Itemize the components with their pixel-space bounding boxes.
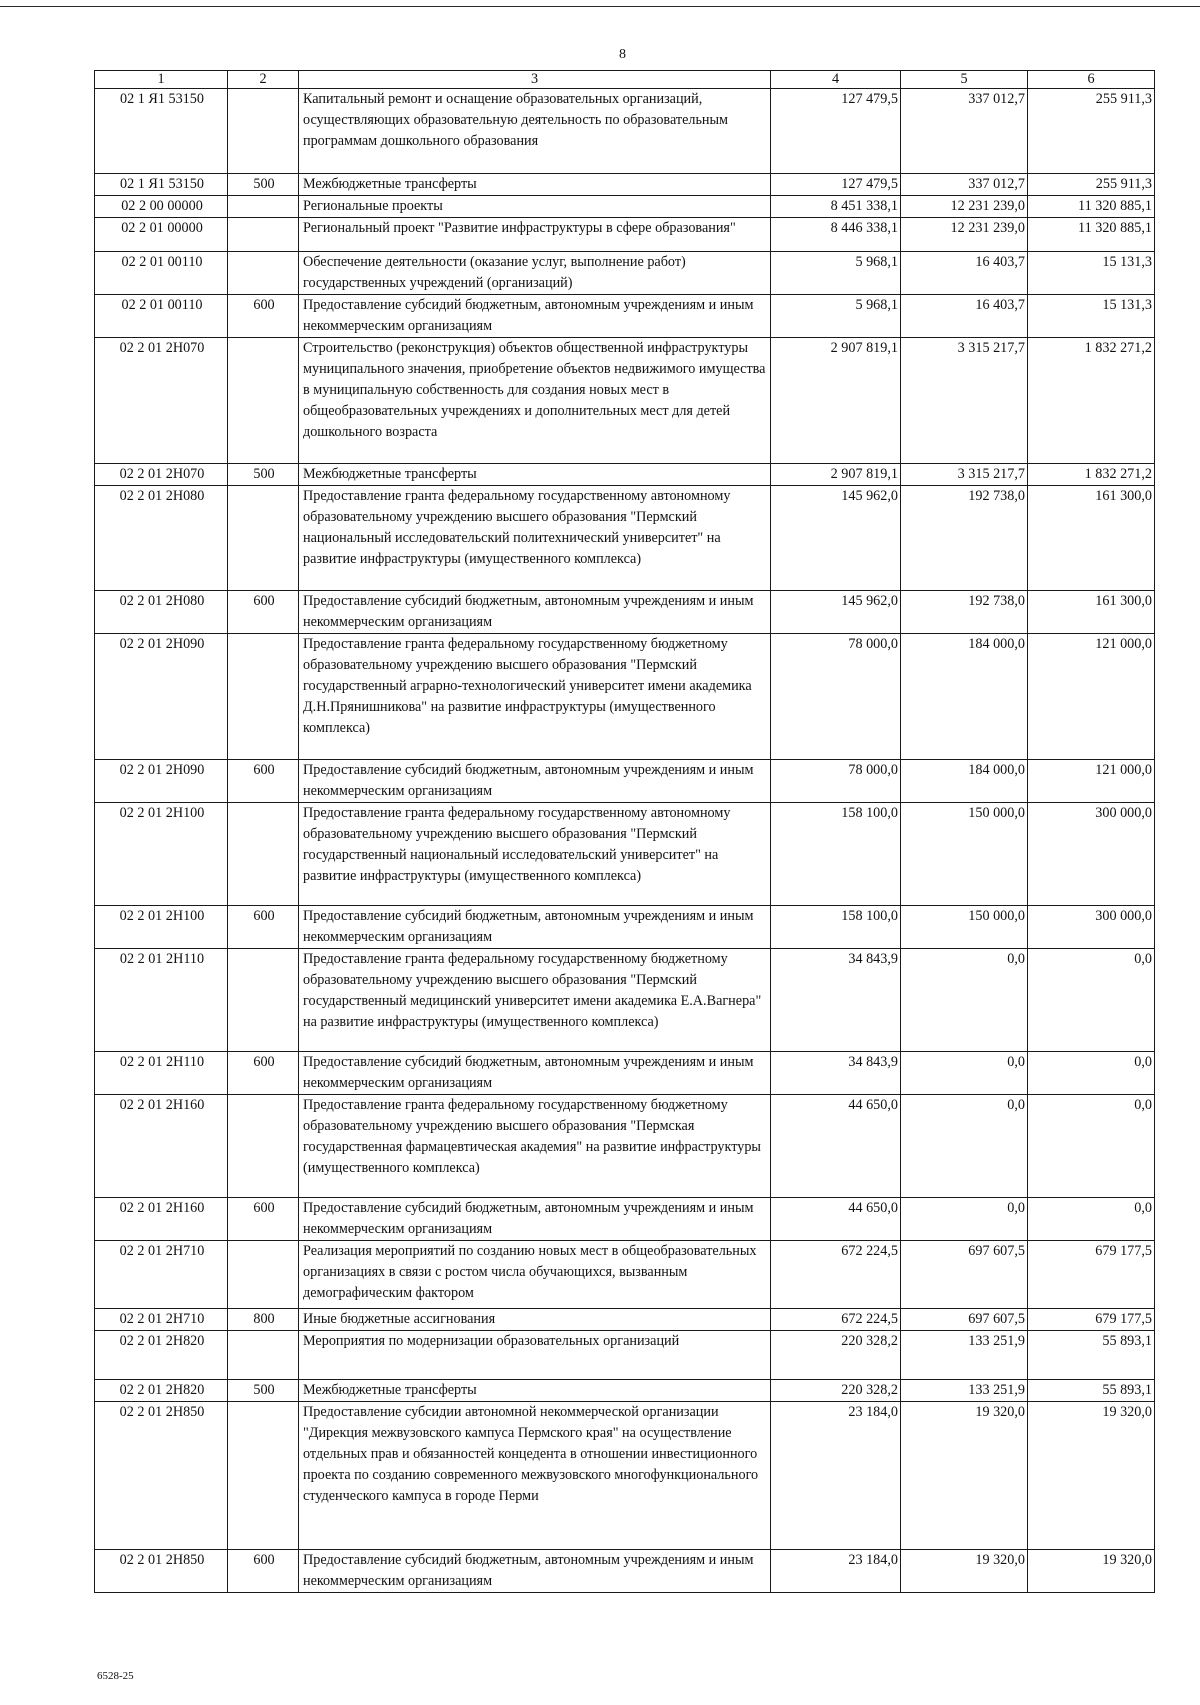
row-value-col4: 2 907 819,1 (771, 338, 901, 464)
row-value-col4: 5 968,1 (771, 252, 901, 295)
row-expense-type: 600 (228, 906, 299, 949)
row-value-col4: 5 968,1 (771, 295, 901, 338)
top-border-line (0, 6, 1200, 7)
row-name: Предоставление гранта федеральному государственному автономному образовательному учреждению высшего образования "Пермский национальный исследовательский политехнический университет" на развитие инфраструктуры (имущественного комплекса) (299, 486, 771, 591)
row-value-col5: 12 231 239,0 (901, 196, 1028, 218)
row-name: Обеспечение деятельности (оказание услуг, выполнение работ) государственных учреждений (организаций) (299, 252, 771, 295)
row-value-col5: 337 012,7 (901, 89, 1028, 174)
row-value-col6: 679 177,5 (1028, 1241, 1155, 1309)
row-code: 02 2 01 2Н820 (95, 1331, 228, 1380)
row-value-col4: 158 100,0 (771, 906, 901, 949)
header-cell-col3: 3 (299, 71, 771, 89)
row-expense-type (228, 803, 299, 906)
table-row (95, 218, 1155, 252)
row-value-col6: 255 911,3 (1028, 89, 1155, 174)
row-code: 02 2 01 2Н070 (95, 464, 228, 486)
row-value-col4: 2 907 819,1 (771, 464, 901, 486)
row-value-col6: 55 893,1 (1028, 1380, 1155, 1402)
row-value-col5: 150 000,0 (901, 906, 1028, 949)
row-value-col6: 300 000,0 (1028, 906, 1155, 949)
row-name: Предоставление субсидий бюджетным, автономным учреждениям и иным некоммерческим организациям (299, 1052, 771, 1095)
row-value-col5: 16 403,7 (901, 295, 1028, 338)
row-value-col6: 121 000,0 (1028, 634, 1155, 760)
table-row (95, 486, 1155, 591)
row-value-col6: 161 300,0 (1028, 486, 1155, 591)
row-value-col4: 8 446 338,1 (771, 218, 901, 252)
row-value-col5: 133 251,9 (901, 1380, 1028, 1402)
row-code: 02 2 01 2Н110 (95, 1052, 228, 1095)
row-name: Предоставление субсидий бюджетным, автономным учреждениям и иным некоммерческим организациям (299, 760, 771, 803)
row-code: 02 2 01 2Н090 (95, 760, 228, 803)
row-expense-type: 600 (228, 295, 299, 338)
row-value-col5: 697 607,5 (901, 1241, 1028, 1309)
row-name: Предоставление субсидии автономной некоммерческой организации "Дирекция межвузовского кампуса Пермского края" на осуществление отдельных прав и обязанностей концедента в отношении инвестиционного проекта по созданию современного межвузовского многофункционального студенческого кампуса в городе Перми (299, 1402, 771, 1550)
row-expense-type (228, 1095, 299, 1198)
row-value-col4: 34 843,9 (771, 949, 901, 1052)
row-value-col6: 0,0 (1028, 1052, 1155, 1095)
row-value-col6: 11 320 885,1 (1028, 218, 1155, 252)
table-row (95, 1309, 1155, 1331)
header-cell-col6: 6 (1028, 71, 1155, 89)
row-expense-type (228, 196, 299, 218)
table-row (95, 338, 1155, 464)
row-value-col5: 0,0 (901, 949, 1028, 1052)
header-cell-col5: 5 (901, 71, 1028, 89)
row-value-col5: 0,0 (901, 1095, 1028, 1198)
table-row (95, 1402, 1155, 1550)
row-code: 02 1 Я1 53150 (95, 89, 228, 174)
row-value-col5: 184 000,0 (901, 760, 1028, 803)
header-cell-col4: 4 (771, 71, 901, 89)
row-value-col5: 150 000,0 (901, 803, 1028, 906)
row-value-col4: 158 100,0 (771, 803, 901, 906)
table-header-row (95, 71, 1155, 89)
row-code: 02 2 01 2Н100 (95, 803, 228, 906)
row-expense-type: 600 (228, 1198, 299, 1241)
row-value-col4: 220 328,2 (771, 1380, 901, 1402)
row-value-col6: 19 320,0 (1028, 1550, 1155, 1593)
row-expense-type (228, 252, 299, 295)
row-value-col5: 337 012,7 (901, 174, 1028, 196)
row-expense-type (228, 949, 299, 1052)
row-name: Предоставление гранта федеральному государственному бюджетному образовательному учреждению высшего образования "Пермский государственный аграрно-технологический университет имени академика Д.Н.Прянишникова" на развитие инфраструктуры (имущественного комплекса) (299, 634, 771, 760)
row-code: 02 1 Я1 53150 (95, 174, 228, 196)
row-expense-type: 600 (228, 1052, 299, 1095)
table-row (95, 1380, 1155, 1402)
row-expense-type (228, 218, 299, 252)
row-name: Региональные проекты (299, 196, 771, 218)
row-name: Межбюджетные трансферты (299, 174, 771, 196)
row-value-col5: 19 320,0 (901, 1402, 1028, 1550)
row-value-col6: 55 893,1 (1028, 1331, 1155, 1380)
row-expense-type: 800 (228, 1309, 299, 1331)
row-value-col5: 0,0 (901, 1198, 1028, 1241)
table-row (95, 464, 1155, 486)
row-value-col4: 23 184,0 (771, 1402, 901, 1550)
row-value-col4: 34 843,9 (771, 1052, 901, 1095)
row-code: 02 2 01 2Н070 (95, 338, 228, 464)
row-name: Предоставление гранта федеральному государственному автономному образовательному учреждению высшего образования "Пермский государственный национальный исследовательский университет" на развитие инфраструктуры (имущественного комплекса) (299, 803, 771, 906)
row-expense-type (228, 1331, 299, 1380)
table-row (95, 1331, 1155, 1380)
row-value-col5: 184 000,0 (901, 634, 1028, 760)
row-value-col4: 145 962,0 (771, 486, 901, 591)
row-value-col4: 127 479,5 (771, 89, 901, 174)
table-row (95, 634, 1155, 760)
row-code: 02 2 01 2Н080 (95, 486, 228, 591)
row-value-col4: 220 328,2 (771, 1331, 901, 1380)
table-row (95, 760, 1155, 803)
row-code: 02 2 01 2Н080 (95, 591, 228, 634)
row-value-col5: 3 315 217,7 (901, 338, 1028, 464)
table-row (95, 1550, 1155, 1593)
table-row (95, 949, 1155, 1052)
table-row (95, 1052, 1155, 1095)
row-expense-type (228, 338, 299, 464)
row-value-col5: 19 320,0 (901, 1550, 1028, 1593)
table-row (95, 1198, 1155, 1241)
row-expense-type (228, 634, 299, 760)
row-code: 02 2 01 2Н100 (95, 906, 228, 949)
row-value-col6: 255 911,3 (1028, 174, 1155, 196)
row-name: Предоставление субсидий бюджетным, автономным учреждениям и иным некоммерческим организациям (299, 906, 771, 949)
row-name: Иные бюджетные ассигнования (299, 1309, 771, 1331)
row-expense-type: 600 (228, 760, 299, 803)
table-row (95, 1095, 1155, 1198)
row-value-col5: 192 738,0 (901, 591, 1028, 634)
row-value-col6: 121 000,0 (1028, 760, 1155, 803)
row-code: 02 2 01 2Н090 (95, 634, 228, 760)
row-code: 02 2 01 2Н820 (95, 1380, 228, 1402)
row-code: 02 2 01 2Н160 (95, 1198, 228, 1241)
row-value-col4: 44 650,0 (771, 1198, 901, 1241)
header-cell-col2: 2 (228, 71, 299, 89)
row-value-col4: 8 451 338,1 (771, 196, 901, 218)
row-value-col6: 15 131,3 (1028, 295, 1155, 338)
row-code: 02 2 01 00110 (95, 252, 228, 295)
row-expense-type: 500 (228, 1380, 299, 1402)
row-value-col5: 0,0 (901, 1052, 1028, 1095)
row-value-col4: 78 000,0 (771, 634, 901, 760)
table-row (95, 295, 1155, 338)
row-value-col5: 133 251,9 (901, 1331, 1028, 1380)
row-value-col4: 78 000,0 (771, 760, 901, 803)
row-name: Предоставление субсидий бюджетным, автономным учреждениям и иным некоммерческим организациям (299, 1550, 771, 1593)
row-code: 02 2 01 00110 (95, 295, 228, 338)
row-value-col6: 0,0 (1028, 949, 1155, 1052)
row-value-col6: 0,0 (1028, 1198, 1155, 1241)
table-row (95, 906, 1155, 949)
table-row (95, 1241, 1155, 1309)
row-value-col6: 0,0 (1028, 1095, 1155, 1198)
table-body (95, 89, 1155, 1593)
row-name: Предоставление субсидий бюджетным, автономным учреждениям и иным некоммерческим организациям (299, 295, 771, 338)
row-value-col5: 697 607,5 (901, 1309, 1028, 1331)
row-code: 02 2 01 00000 (95, 218, 228, 252)
budget-table (94, 70, 1155, 1593)
row-value-col4: 145 962,0 (771, 591, 901, 634)
row-value-col4: 44 650,0 (771, 1095, 901, 1198)
row-value-col5: 12 231 239,0 (901, 218, 1028, 252)
table-row (95, 196, 1155, 218)
row-value-col6: 11 320 885,1 (1028, 196, 1155, 218)
row-name: Капитальный ремонт и оснащение образовательных организаций, осуществляющих образовательную деятельность по образовательным программам дошкольного образования (299, 89, 771, 174)
row-expense-type: 500 (228, 174, 299, 196)
row-code: 02 2 01 2Н710 (95, 1309, 228, 1331)
page-number: 8 (619, 47, 626, 62)
row-name: Предоставление субсидий бюджетным, автономным учреждениям и иным некоммерческим организациям (299, 591, 771, 634)
row-value-col4: 127 479,5 (771, 174, 901, 196)
row-name: Реализация мероприятий по созданию новых мест в общеобразовательных организациях в связи с ростом числа обучающихся, вызванным демографическим фактором (299, 1241, 771, 1309)
row-value-col4: 672 224,5 (771, 1309, 901, 1331)
row-value-col5: 192 738,0 (901, 486, 1028, 591)
row-name: Предоставление гранта федеральному государственному бюджетному образовательному учреждению высшего образования "Пермский государственный медицинский университет имени академика Е.А.Вагнера" на развитие инфраструктуры (имущественного комплекса) (299, 949, 771, 1052)
row-name: Предоставление субсидий бюджетным, автономным учреждениям и иным некоммерческим организациям (299, 1198, 771, 1241)
row-name: Межбюджетные трансферты (299, 464, 771, 486)
row-value-col6: 1 832 271,2 (1028, 338, 1155, 464)
row-code: 02 2 01 2Н110 (95, 949, 228, 1052)
row-expense-type (228, 1402, 299, 1550)
row-value-col6: 19 320,0 (1028, 1402, 1155, 1550)
row-value-col5: 16 403,7 (901, 252, 1028, 295)
row-name: Предоставление гранта федеральному государственному бюджетному образовательному учреждению высшего образования "Пермская государственная фармацевтическая академия" на развитие инфраструктуры (имущественного комплекса) (299, 1095, 771, 1198)
row-expense-type: 600 (228, 1550, 299, 1593)
row-expense-type: 600 (228, 591, 299, 634)
row-name: Мероприятия по модернизации образовательных организаций (299, 1331, 771, 1380)
row-code: 02 2 01 2Н850 (95, 1550, 228, 1593)
table-row (95, 174, 1155, 196)
row-expense-type (228, 89, 299, 174)
row-code: 02 2 01 2Н160 (95, 1095, 228, 1198)
row-value-col4: 672 224,5 (771, 1241, 901, 1309)
row-expense-type: 500 (228, 464, 299, 486)
table-row (95, 591, 1155, 634)
row-value-col6: 679 177,5 (1028, 1309, 1155, 1331)
row-code: 02 2 00 00000 (95, 196, 228, 218)
row-expense-type (228, 486, 299, 591)
header-cell-col1: 1 (95, 71, 228, 89)
row-value-col6: 1 832 271,2 (1028, 464, 1155, 486)
table-row (95, 803, 1155, 906)
document-code: 6528-25 (97, 1670, 134, 1682)
row-value-col5: 3 315 217,7 (901, 464, 1028, 486)
table-row (95, 252, 1155, 295)
row-value-col6: 300 000,0 (1028, 803, 1155, 906)
row-value-col6: 15 131,3 (1028, 252, 1155, 295)
row-code: 02 2 01 2Н850 (95, 1402, 228, 1550)
row-expense-type (228, 1241, 299, 1309)
table-row (95, 89, 1155, 174)
row-code: 02 2 01 2Н710 (95, 1241, 228, 1309)
row-name: Региональный проект "Развитие инфраструктуры в сфере образования" (299, 218, 771, 252)
row-name: Строительство (реконструкция) объектов общественной инфраструктуры муниципального значения, приобретение объектов недвижимого имущества в муниципальную собственность для создания новых мест в общеобразовательных учреждениях и дополнительных мест для детей дошкольного возраста (299, 338, 771, 464)
row-value-col6: 161 300,0 (1028, 591, 1155, 634)
row-value-col4: 23 184,0 (771, 1550, 901, 1593)
row-name: Межбюджетные трансферты (299, 1380, 771, 1402)
